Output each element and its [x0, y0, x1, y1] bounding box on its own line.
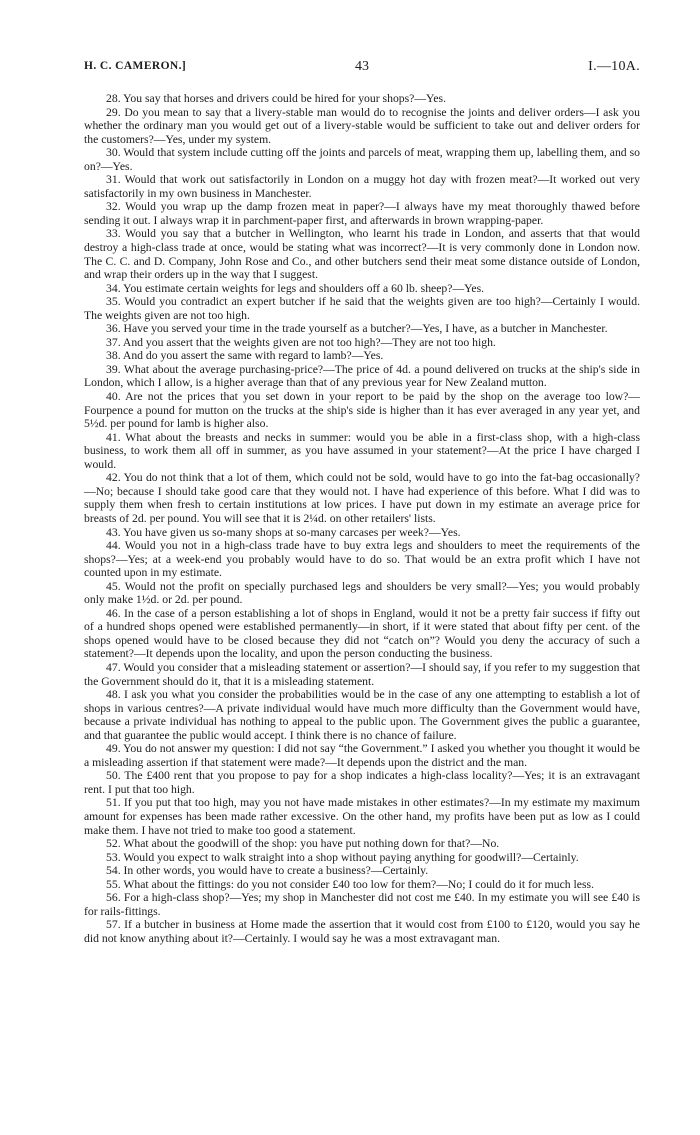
question-35: 35. Would you contradict an expert butcher if he said that the weights given are too high?—Certainly I would. The weights given are not too high.	[84, 295, 640, 322]
question-37: 37. And you assert that the weights given are not too high?—They are not too high.	[106, 335, 496, 349]
question-46: 46. In the case of a person establishing a lot of shops in England, would it not be a pretty fair success if fifty out of a hundred shops opened were established permanently—in short, if it were stated that about fifty per cent. of the shops opened would have to be closed because they did not “catch on”? Would you deny the accuracy of such a statement?—It depends upon the locality, and upon the person conducting the business.	[84, 606, 640, 661]
document-reference: I.—10A.	[588, 59, 640, 74]
question-53: 53. Would you expect to walk straight into a shop without paying anything for goodwill?—Certainly.	[106, 850, 579, 864]
question-51: 51. If you put that too high, may you not have made mistakes in other estimates?—In my estimate my maximum amount for expenses has been made rather excessive. On the other hand, my profits have been put as low as I could make them. I have not tried to make too good a statement.	[84, 796, 640, 837]
question-52: 52. What about the goodwill of the shop: you have put nothing down for that?—No.	[106, 837, 500, 851]
question-36: 36. Have you served your time in the trade yourself as a butcher?—Yes, I have, as a butcher in Manchester.	[106, 322, 608, 336]
question-43: 43. You have given us so-many shops at so-many carcases per week?—Yes.	[106, 525, 461, 539]
evidence-text	[84, 92, 640, 945]
running-header	[84, 60, 640, 80]
question-34: 34. You estimate certain weights for legs and shoulders off a 60 lb. sheep?—Yes.	[106, 281, 485, 295]
question-38: 38. And do you assert the same with regard to lamb?—Yes.	[106, 349, 384, 363]
question-47: 47. Would you consider that a misleading statement or assertion?—I should say, if you refer to my suggestion that the Government should do it, that it is a misleading statement.	[84, 660, 640, 688]
question-44: 44. Would you not in a high-class trade have to buy extra legs and shoulders to meet the requirements of the shops?—Yes; at a week-end you probably would have to do so. That would be an extra profit which I have not counted upon in my estimate.	[84, 539, 640, 580]
question-55: 55. What about the fittings: do you not consider £40 too low for them?—No; I could do it for much less.	[106, 877, 594, 891]
question-50: 50. The £400 rent that you propose to pay for a shop indicates a high-class locality?—Yes; it is an extravagant rent. I put that too high.	[84, 769, 640, 796]
question-29: 29. Do you mean to say that a livery-stable man would do to recognise the joints and deliver orders—I ask you whether the ordinary man you would get out of a livery-stable would be sufficient to take out and deliver orders for the customers?—Yes, under my system.	[84, 105, 640, 146]
question-40: 40. Are not the prices that you set down in your report to be paid by the shop on the average too low?—Fourpence a pound for mutton on the trucks at the ship's side is higher than it has ever averaged in any year yet, and 5½d. per pound for lamb is higher also.	[84, 390, 640, 431]
question-32: 32. Would you wrap up the damp frozen meat in paper?—I always have my meat thoroughly thawed before sending it out. I always wrap it in parchment-paper first, and afterwards in brown wrapping-paper.	[84, 200, 640, 227]
question-33: 33. Would you say that a butcher in Wellington, who learnt his trade in London, and asserts that that would destroy a high-class trade at once, would be stating what was incorrect?—It is very commonly done in London now. The C. C. and D. Company, John Rose and Co., and other butchers send their meat some distance outside of London, and wrap their orders up in the way that I suggest.	[84, 227, 640, 282]
question-41: 41. What about the breasts and necks in summer: would you be able in a first-class shop, with a high-class business, to work them all off in summer, as you have assumed in your statement?—At the price I have charged I would.	[84, 430, 640, 471]
question-42: 42. You do not think that a lot of them, which could not be sold, would have to go into the fat-bag occasionally?—No; because I should take good care that they would not. I have had experience of this before. What I did was to supply them when fresh to certain institutions at low prices. I have put down in my estimate an average price for breasts of 2d. per pound. You will see that it is 2¼d. on other retailers' lists.	[84, 471, 640, 525]
question-28: 28. You say that horses and drivers could be hired for your shops?—Yes.	[106, 92, 446, 105]
question-39: 39. What about the average purchasing-price?—The price of 4d. a pound delivered on trucks at the ship's side in London, which I allow, is a higher average than that of any previous year for New Zealand mutton.	[84, 362, 640, 390]
question-57: 57. If a butcher in business at Home made the assertion that it would cost from £100 to £120, would you say he did not know anything about it?—Certainly. I would say he was a most extravagant man.	[84, 918, 640, 945]
question-30: 30. Would that system include cutting off the joints and parcels of meat, wrapping them up, labelling them, and so on?—Yes.	[84, 146, 640, 173]
question-31: 31. Would that work out satisfactorily in London on a muggy hot day with frozen meat?—It worked out very satisfactorily in my own business in Manchester.	[84, 173, 640, 200]
question-49: 49. You do not answer my question: I did not say “the Government.” I asked you whether you thought it would be a misleading assertion if that statement were made?—It depends upon the district and the man.	[84, 742, 640, 769]
question-48: 48. I ask you what you consider the probabilities would be in the case of any one attempting to establish a lot of shops in various centres?—A private individual would have much more difficulty than the Government would have, because a private individual has nothing to appeal to the public upon. The Government gives the public a guarantee, and that guarantee the public would accept. I think there is no chance of failure.	[84, 688, 640, 742]
question-45: 45. Would not the profit on specially purchased legs and shoulders be very small?—Yes; you would probably only make 1½d. or 2d. per pound.	[84, 579, 640, 607]
page-number: 43	[355, 59, 369, 74]
question-56: 56. For a high-class shop?—Yes; my shop in Manchester did not cost me £40. In my estimate you will see £40 is for rails-fittings.	[84, 891, 640, 918]
question-54: 54. In other words, you would have to create a business?—Certainly.	[106, 864, 429, 878]
header-witness-name: H. C. CAMERON.]	[84, 60, 187, 72]
